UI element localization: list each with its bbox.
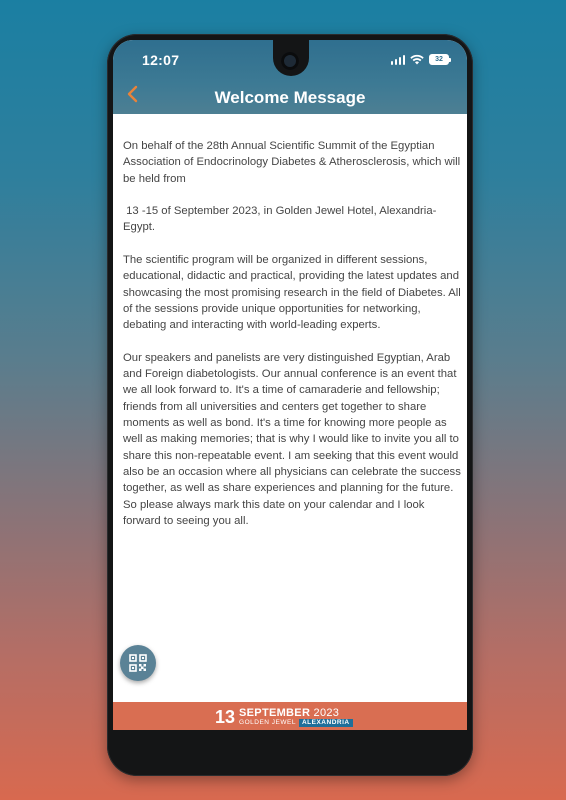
qr-code-button[interactable] [120, 645, 156, 681]
cellular-signal-icon [391, 54, 406, 65]
app-screen [113, 40, 467, 730]
event-banner [113, 702, 467, 730]
status-time: 12:07 [142, 52, 180, 68]
banner-city: ALEXANDRIA [299, 719, 353, 727]
battery-icon: 32 [429, 54, 449, 65]
event-banner-content [215, 707, 353, 729]
page-title: Welcome Message [214, 88, 366, 107]
camera-icon [281, 52, 299, 70]
banner-venue: GOLDEN JEWEL [239, 719, 296, 726]
banner-location [239, 719, 353, 727]
banner-date: 13 [215, 707, 236, 727]
qr-code-icon [128, 653, 148, 673]
banner-month-year [239, 707, 353, 719]
message-paragraph: The scientific program will be organized in different sessions, educational, didactic and practical, providing the latest updates and showcasing the most promising research in the field of Diabetes. All of the sessions provide unique opportunities for networking, debating and interacting with world-leading experts. [123, 254, 461, 332]
banner-year: 2023 [313, 707, 340, 719]
banner-details [239, 707, 353, 727]
message-paragraph: 13 -15 of September 2023, in Golden Jewel Hotel, Alexandria- Egypt. [123, 205, 440, 234]
message-paragraph: Our speakers and panelists are very distinguished Egyptian, Arab and Foreign diabetologists. Our annual conference is an event that we all look forward to. It's a time of camaraderie and fellowship; friends from all universities and centers get together to share moments as well as bond. It's a time for knowing more people as well as making memories; that is why I would like to invite you all to share this non-repeatable event. I am seeking that this event would also be an occasion where all physicians can celebrate the success together, as well as share experiences and planning for the future. So please always mark this date on your calendar and I look forward to seeing you all. [123, 351, 461, 527]
status-icons [391, 54, 450, 65]
wifi-icon [410, 54, 424, 65]
banner-month: SEPTEMBER [239, 707, 311, 719]
message-paragraph: On behalf of the 28th Annual Scientific Summit of the Egyptian Association of Endocrinology Diabetes & Atherosclerosis, which will be held from [123, 140, 461, 185]
welcome-message-body [123, 138, 461, 545]
app-header [113, 40, 467, 114]
